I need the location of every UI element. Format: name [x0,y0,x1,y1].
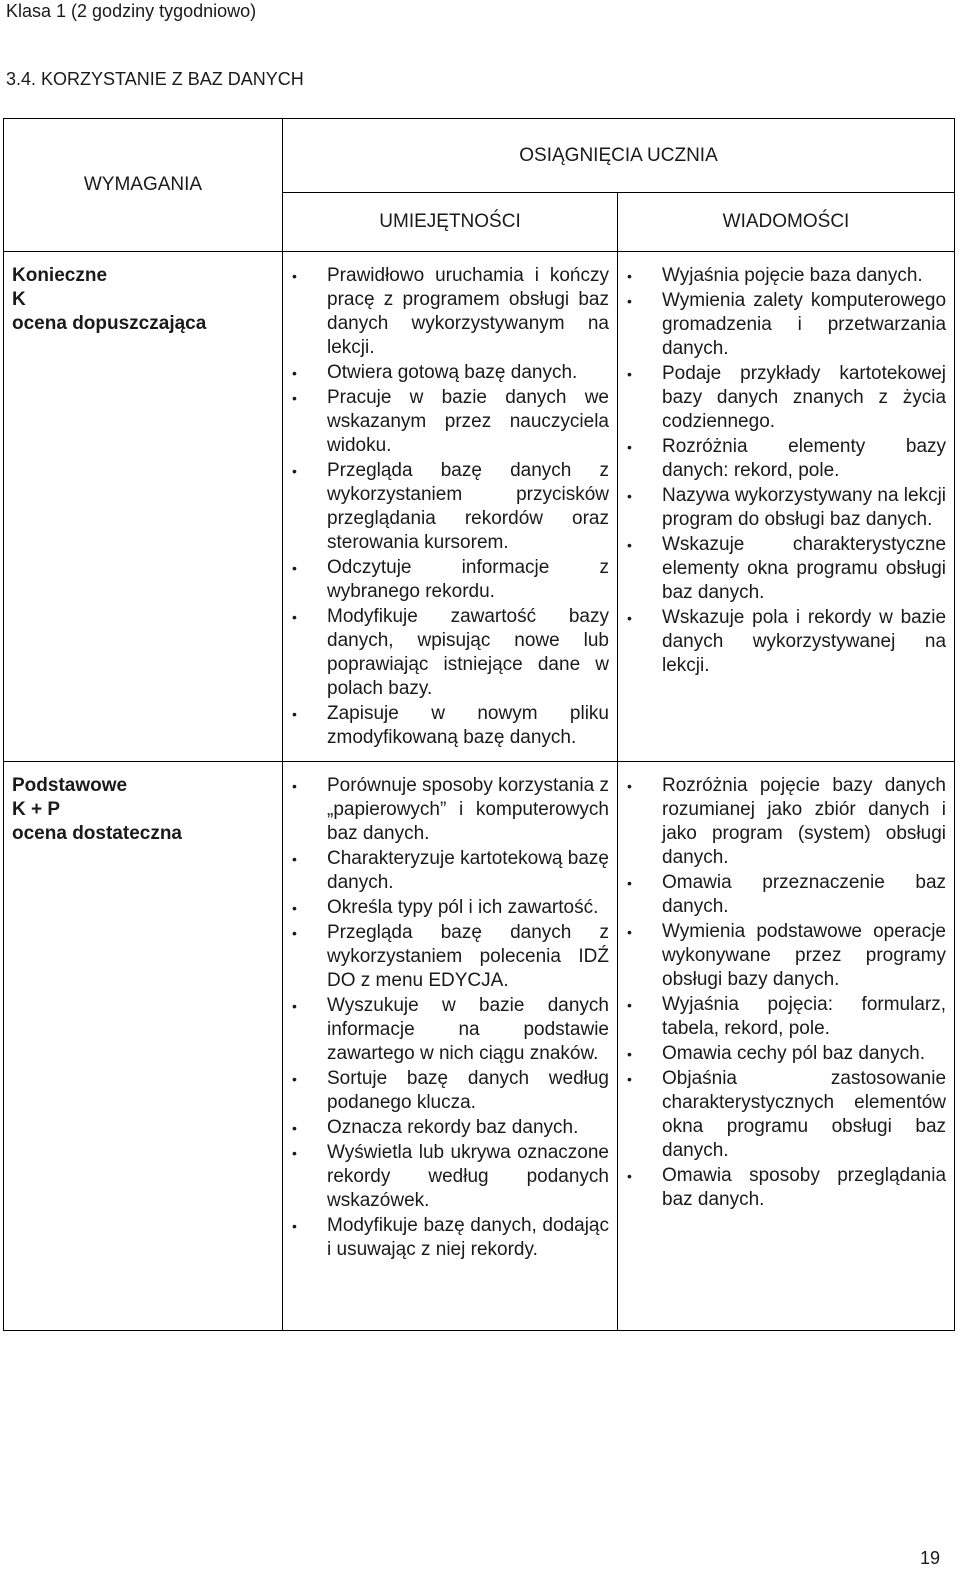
requirements-table [3,118,955,1331]
section-title: 3.4. KORZYSTANIE Z BAZ DANYCH [6,69,304,89]
umiejetnosci-cell [283,762,618,1331]
list-item: • Wskazuje pola i rekordy w bazie danych wykorzystywanej na lekcji. [618,606,946,678]
list-item: • Wyjaśnia pojęcia: formularz, tabela, rekord, pole. [618,993,946,1041]
level-grade: ocena dostateczna [12,823,182,844]
header-wymagania: WYMAGANIA [4,119,283,252]
list-item: • Omawia przeznaczenie baz danych. [618,871,946,919]
level-code: K + P [12,799,61,820]
header-osiagniecia: OSIĄGNIĘCIA UCZNIA [283,119,955,193]
wiadomosci-cell [618,252,955,762]
list-item: • Odczytuje informacje z wybranego rekordu. [283,556,609,604]
level-name: Podstawowe [12,775,128,796]
wiadomosci-list [618,252,954,689]
list-item: • Oznacza rekordy baz danych. [283,1116,609,1140]
list-item: • Omawia cechy pól baz danych. [618,1042,946,1066]
list-item: • Podaje przykłady kartotekowej bazy danych znanych z życia codziennego. [618,362,946,434]
umiejetnosci-list [283,252,617,761]
list-item: • Rozróżnia elementy bazy danych: rekord, pole. [618,435,946,483]
list-item: • Wskazuje charakterystyczne elementy okna programu obsługi baz danych. [618,533,946,605]
list-item: • Rozróżnia pojęcie bazy danych rozumianej jako zbiór danych i jako program (system) obsługi danych. [618,774,946,870]
level-code: K [12,289,26,310]
header-wiadomosci: WIADOMOŚCI [618,193,955,252]
list-item: • Wyświetla lub ukrywa oznaczone rekordy według podanych wskazówek. [283,1141,609,1213]
level-cell [4,762,283,1331]
list-item: • Wymienia podstawowe operacje wykonywane przez programy obsługi bazy danych. [618,920,946,992]
page-number: 19 [919,1548,940,1568]
list-item: • Przegląda bazę danych z wykorzystaniem przycisków przeglądania rekordów oraz sterowania kursorem. [283,459,609,555]
list-item: • Omawia sposoby przeglądania baz danych. [618,1164,946,1212]
list-item: • Pracuje w bazie danych we wskazanym przez nauczyciela widoku. [283,386,609,458]
umiejetnosci-list [283,762,617,1273]
list-item: • Prawidłowo uruchamia i kończy pracę z programem obsługi baz danych wykorzystywanym na lekcji. [283,264,609,360]
list-item: • Charakteryzuje kartotekową bazę danych. [283,847,609,895]
header-umiejetnosci: UMIEJĘTNOŚCI [283,193,618,252]
umiejetnosci-cell [283,252,618,762]
list-item: • Wyjaśnia pojęcie baza danych. [618,264,946,288]
list-item: • Objaśnia zastosowanie charakterystycznych elementów okna programu obsługi baz danych. [618,1067,946,1163]
table-row [4,762,955,1331]
list-item: • Przegląda bazę danych z wykorzystaniem polecenia IDŹ DO z menu EDYCJA. [283,921,609,993]
table-row [4,252,955,762]
list-item: • Określa typy pól i ich zawartość. [283,896,609,920]
list-item: • Wymienia zalety komputerowego gromadzenia i przetwarzania danych. [618,289,946,361]
list-item: • Nazywa wykorzystywany na lekcji program do obsługi baz danych. [618,484,946,532]
list-item: • Modyfikuje bazę danych, dodając i usuwając z niej rekordy. [283,1214,609,1262]
list-item: • Wyszukuje w bazie danych informacje na podstawie zawartego w nich ciągu znaków. [283,994,609,1066]
wiadomosci-cell [618,762,955,1331]
list-item: • Zapisuje w nowym pliku zmodyfikowaną bazę danych. [283,702,609,750]
level-cell [4,252,283,762]
list-item: • Sortuje bazę danych według podanego klucza. [283,1067,609,1115]
level-grade: ocena dopuszczająca [12,313,207,334]
level-name: Konieczne [12,265,108,286]
list-item: • Otwiera gotową bazę danych. [283,361,609,385]
header-klasa: Klasa 1 (2 godziny tygodniowo) [6,1,257,21]
list-item: • Porównuje sposoby korzystania z „papierowych” i komputerowych baz danych. [283,774,609,846]
wiadomosci-list [618,762,954,1223]
list-item: • Modyfikuje zawartość bazy danych, wpisując nowe lub poprawiając istniejące dane w polach bazy. [283,605,609,701]
